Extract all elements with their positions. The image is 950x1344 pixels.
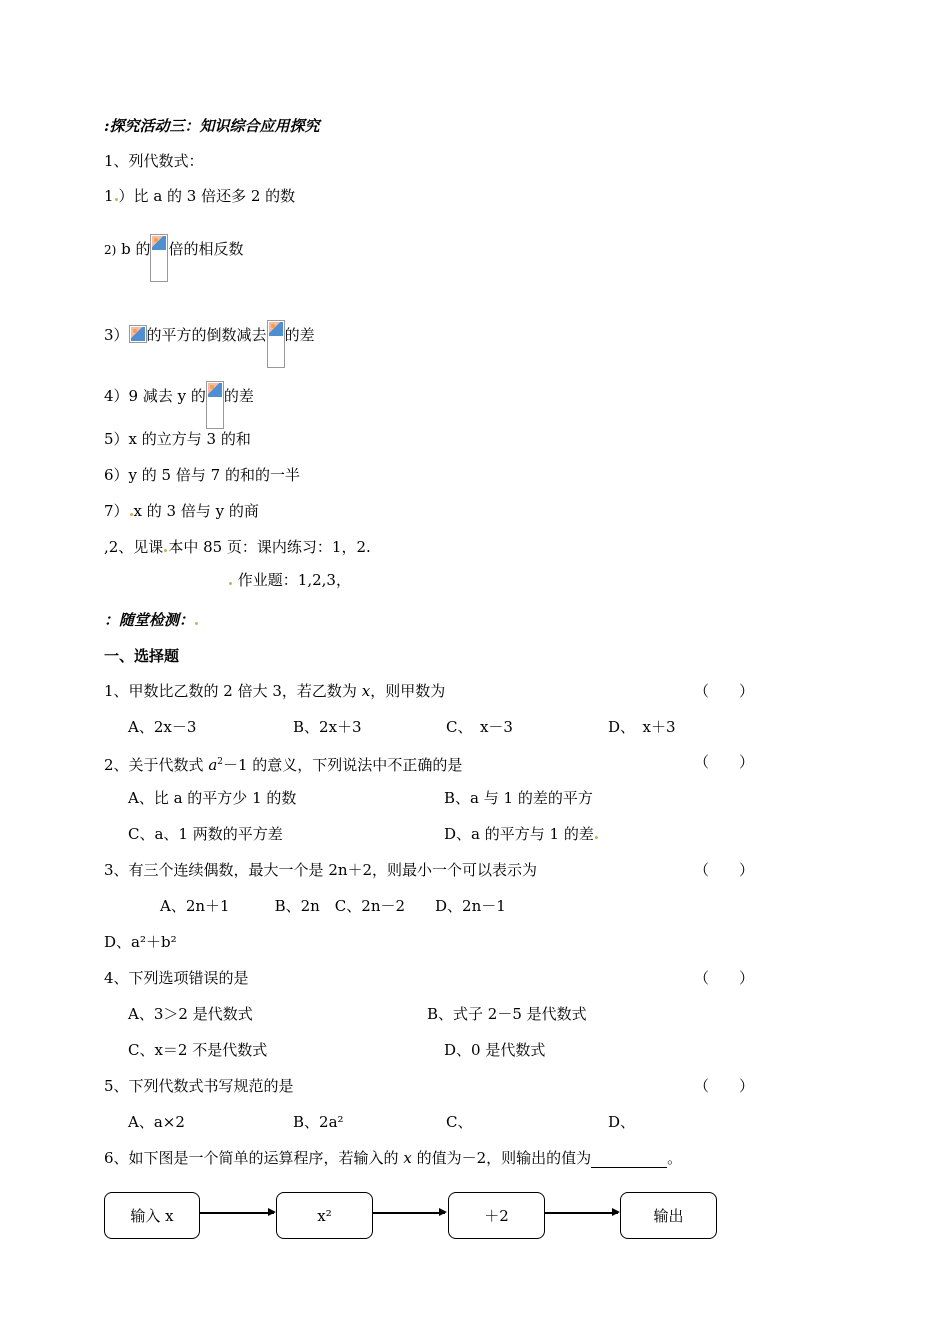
question-1-heading: 1、列代数式： — [104, 152, 204, 170]
flow-arrow-2 — [372, 1212, 445, 1214]
test-q3-options: A、2n＋1 B、2n C、2n－2 D、2n－1 — [160, 897, 506, 915]
item-4: 4）9 减去 y 的 的差 — [104, 381, 254, 429]
fraction-image-icon — [129, 325, 147, 343]
question-2: ,2、见课 本中 85 页：课内练习：1，2. — [104, 538, 371, 556]
item-7: 7） x 的 3 倍与 y 的商 — [104, 502, 259, 520]
test-q2-option-a: A、比 a 的平方少 1 的数 — [128, 789, 297, 807]
answer-paren: （ ） — [694, 682, 755, 700]
flow-square-box: x² — [276, 1192, 373, 1239]
flow-arrow-3 — [544, 1212, 618, 1214]
test-q4-option-a: A、3＞2 是代数式 — [128, 1005, 253, 1023]
homework-line: 作业题：1,2,3， — [228, 570, 351, 590]
test-q5-option-b: B、2a² — [293, 1113, 344, 1131]
flow-output-box: 输出 — [620, 1192, 717, 1239]
choice-section-title: 一、选择题 — [104, 647, 180, 665]
test-q1-option-c: C、 x－3 — [446, 718, 513, 736]
fraction-image-icon — [267, 320, 285, 368]
item-3: 3） 的平方的倒数减去 的差 — [104, 320, 315, 368]
item-1: 1 ）比 a 的 3 倍还多 2 的数 — [104, 187, 296, 205]
test-q6-stem: 6、如下图是一个简单的运算程序，若输入的 x 的值为－2，则输出的值为 。 — [104, 1149, 683, 1167]
answer-paren: （ ） — [694, 753, 755, 771]
flow-input-box: 输入 x — [104, 1192, 200, 1239]
test-q3-option-d2: D、a²＋b² — [104, 933, 177, 951]
test-q1-option-b: B、2x＋3 — [293, 718, 362, 736]
test-q1-stem: 1、甲数比乙数的 2 倍大 3，若乙数为 x，则甲数为 — [104, 682, 446, 700]
answer-blank[interactable] — [591, 1151, 667, 1168]
answer-paren: （ ） — [694, 1077, 755, 1095]
test-q4-option-c: C、x＝2 不是代数式 — [128, 1041, 268, 1059]
test-q2-stem: 2、关于代数式 $a^2-1$ 的意义，下列说法中不正确的是 — [104, 756, 463, 774]
test-q5-option-c: C、 — [446, 1113, 473, 1131]
answer-paren: （ ） — [694, 861, 755, 879]
test-q4-option-b: B、式子 2－5 是代数式 — [427, 1005, 587, 1023]
test-q1-option-d: D、 x＋3 — [608, 718, 676, 736]
answer-paren: （ ） — [694, 969, 755, 987]
item-6: 6）y 的 5 倍与 7 的和的一半 — [104, 466, 300, 484]
section-title: :探究活动三：知识综合应用探究 — [104, 117, 320, 135]
item-5: 5）x 的立方与 3 的和 — [104, 430, 251, 448]
test-q2-option-b: B、a 与 1 的差的平方 — [444, 789, 593, 807]
test-q3-stem: 3、有三个连续偶数，最大一个是 2n＋2，则最小一个可以表示为 — [104, 861, 538, 879]
fraction-image-icon — [150, 234, 168, 282]
flow-arrow-1 — [199, 1212, 274, 1214]
test-q5-option-d: D、 — [608, 1113, 636, 1131]
test-q4-option-d: D、0 是代数式 — [444, 1041, 546, 1059]
flow-plus2-box: ＋2 — [448, 1192, 545, 1239]
fraction-image-icon — [206, 381, 224, 429]
test-title: ：随堂检测： — [104, 610, 199, 630]
test-q5-option-a: A、a×2 — [128, 1113, 185, 1131]
test-q2-option-c: C、a、1 两数的平方差 — [128, 825, 283, 843]
test-q4-stem: 4、下列选项错误的是 — [104, 969, 249, 987]
test-q2-option-d: D、a 的平方与 1 的差 — [444, 824, 599, 844]
test-q1-option-a: A、2x－3 — [128, 718, 197, 736]
item-2: 2) b 的 倍的相反数 — [104, 234, 244, 282]
test-q5-stem: 5、下列代数式书写规范的是 — [104, 1077, 294, 1095]
